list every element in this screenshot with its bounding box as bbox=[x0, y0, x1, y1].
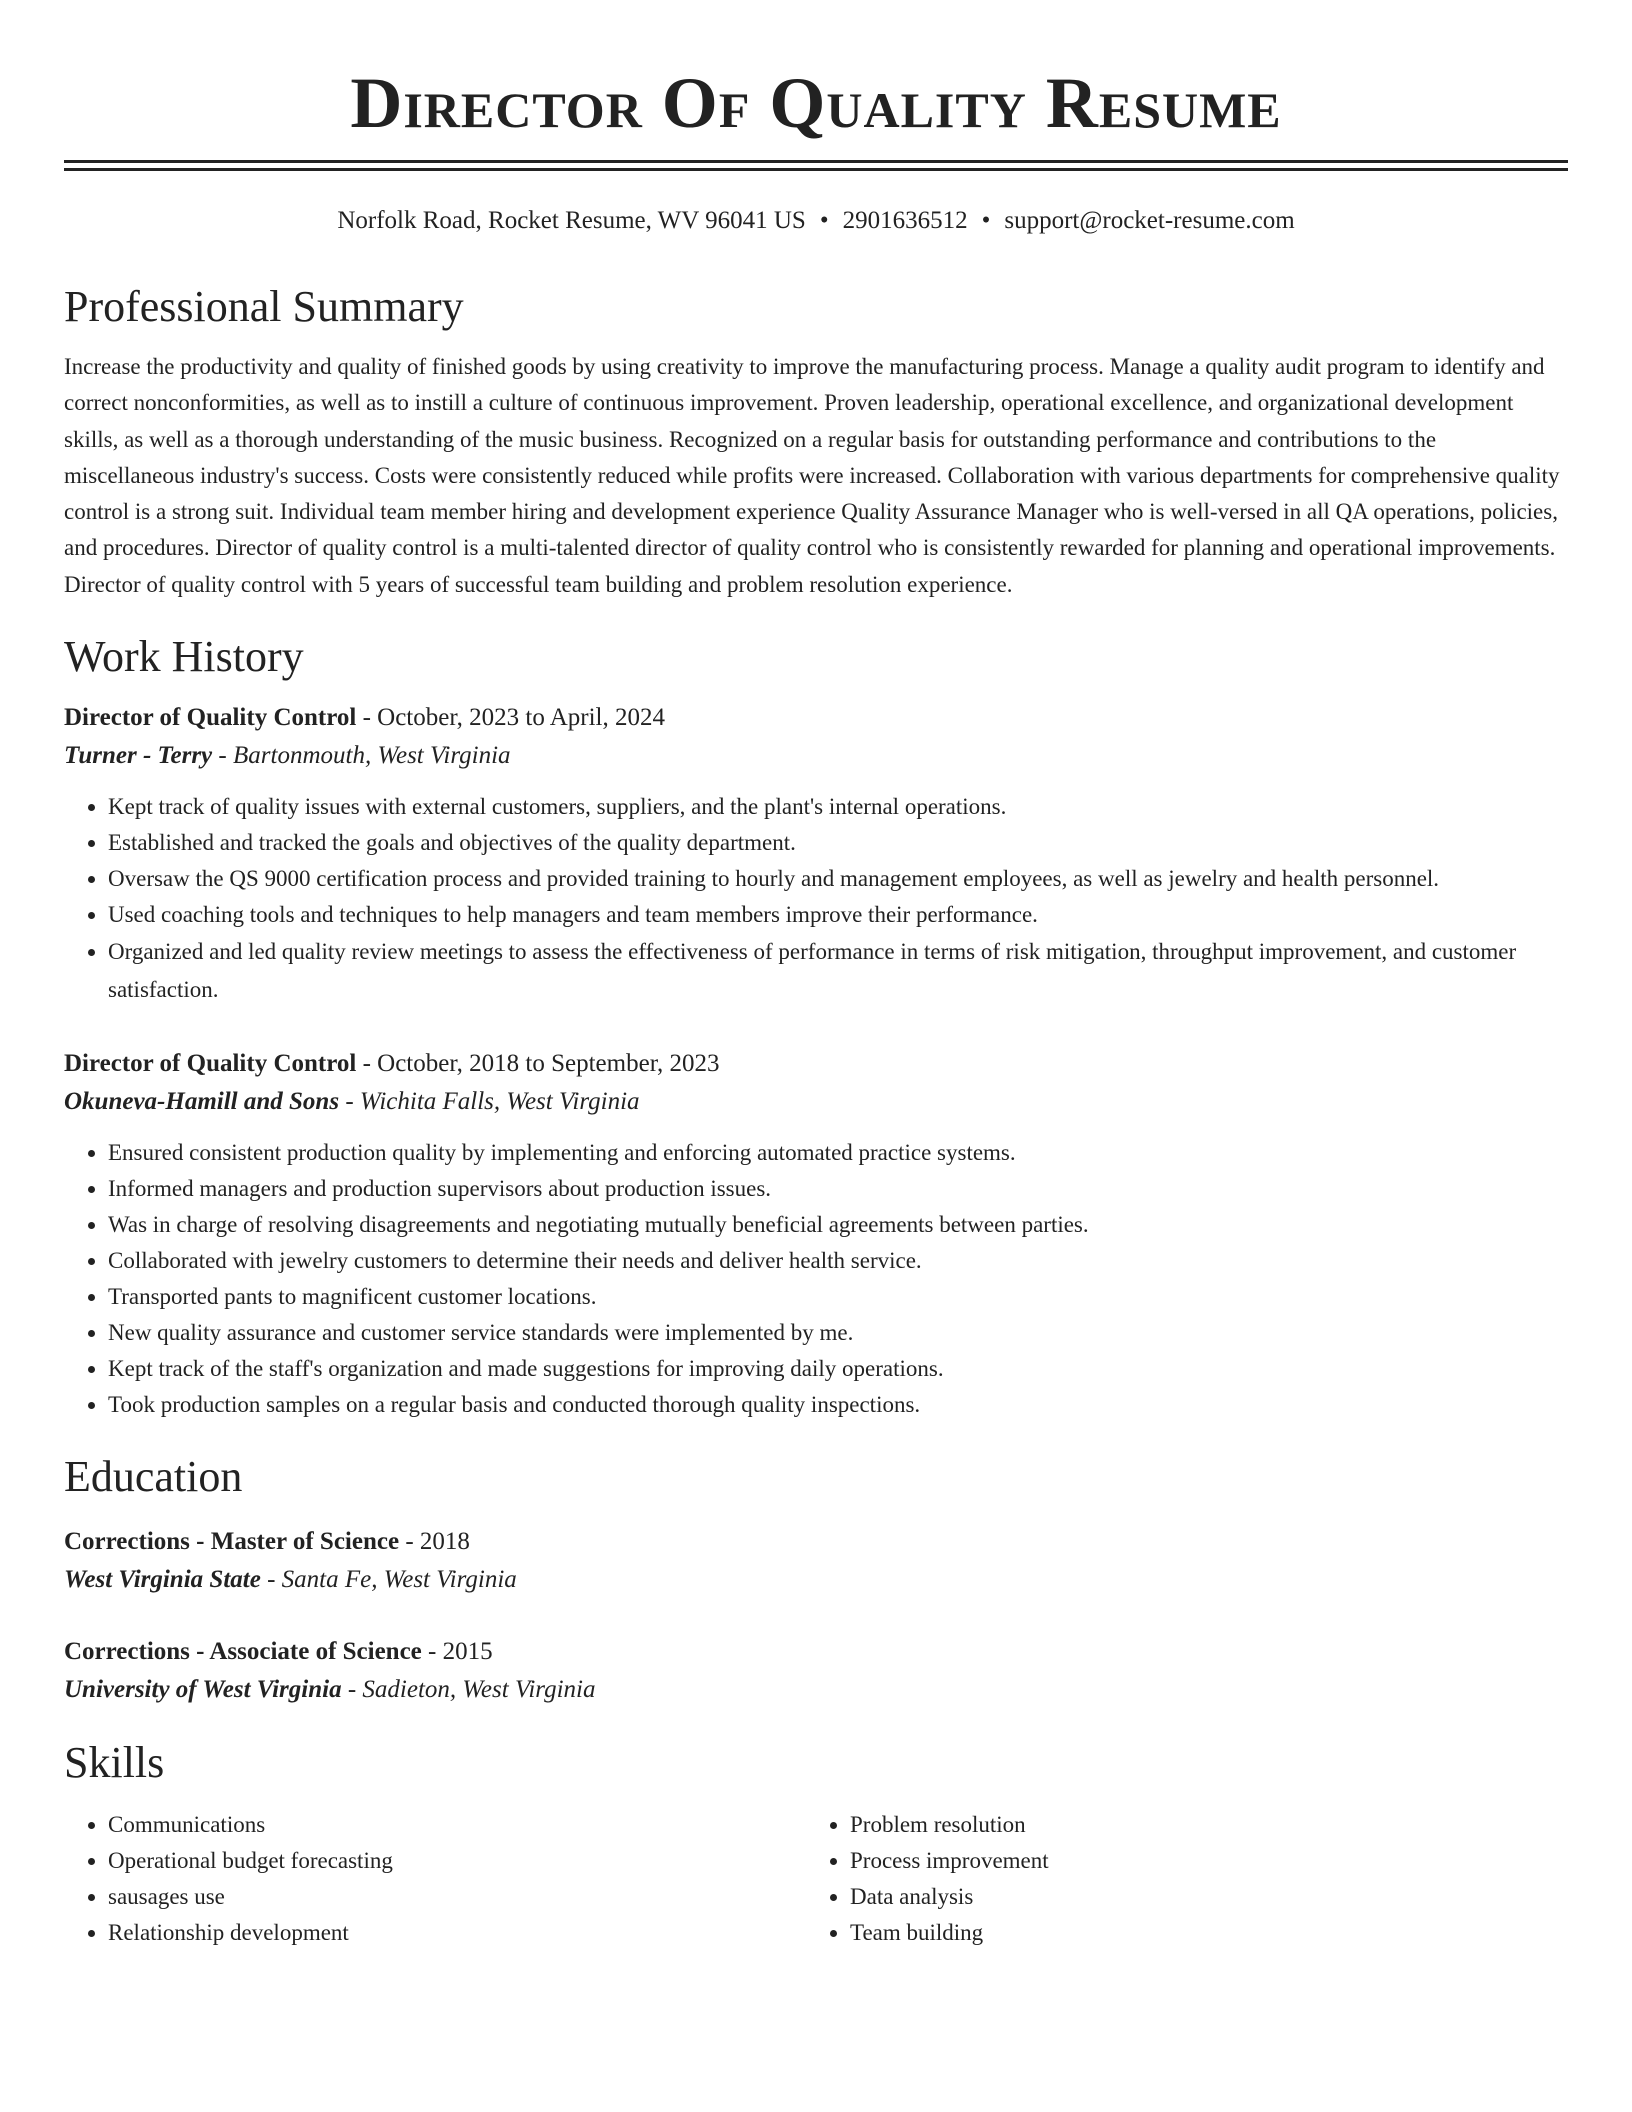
list-item: • Collaborated with jewelry customers to determine their needs and deliver health service. bbox=[108, 1243, 1568, 1279]
degree-line bbox=[64, 1633, 1568, 1671]
degree: Corrections - Master of Science bbox=[64, 1528, 400, 1556]
skills-column-left bbox=[64, 1795, 806, 1951]
contact-address: Norfolk Road, Rocket Resume, WV 96041 US bbox=[337, 207, 806, 234]
job-entry bbox=[64, 699, 1568, 1009]
job-dates: - October, 2018 to September, 2023 bbox=[356, 1050, 720, 1078]
list-item: • New quality assurance and customer service standards were implemented by me. bbox=[108, 1315, 1568, 1351]
education-entry bbox=[64, 1633, 1568, 1709]
skills-columns bbox=[64, 1795, 1568, 1951]
job-title-line bbox=[64, 699, 1568, 737]
job-title-line bbox=[64, 1045, 1568, 1083]
list-item: • Informed managers and production supervisors about production issues. bbox=[108, 1171, 1568, 1207]
work-history-heading: Work History bbox=[64, 632, 304, 682]
job-entry bbox=[64, 1045, 1568, 1423]
skill-item: • Team building bbox=[850, 1915, 1548, 1951]
skill-item: • Process improvement bbox=[850, 1843, 1548, 1879]
contact-email: support@rocket-resume.com bbox=[1004, 207, 1295, 234]
degree: Corrections - Associate of Science bbox=[64, 1638, 422, 1666]
contact-line bbox=[64, 205, 1568, 237]
skill-item: • Data analysis bbox=[850, 1879, 1548, 1915]
list-item: • Kept track of quality issues with external customers, suppliers, and the plant's internal operations. bbox=[108, 789, 1568, 825]
skills-list bbox=[64, 1807, 806, 1951]
degree-year: - 2015 bbox=[421, 1638, 493, 1666]
list-item: • Transported pants to magnificent customer locations. bbox=[108, 1279, 1568, 1315]
list-item: • Kept track of the staff's organization and made suggestions for improving daily operations. bbox=[108, 1351, 1568, 1387]
skill-item: • Communications bbox=[108, 1807, 806, 1843]
skill-item: • Relationship development bbox=[108, 1915, 806, 1951]
summary-heading: Professional Summary bbox=[64, 282, 464, 331]
list-item: • Ensured consistent production quality by implementing and enforcing automated practice systems. bbox=[108, 1135, 1568, 1171]
resume-title: Director Of Quality Resume bbox=[350, 63, 1282, 143]
list-item: • Oversaw the QS 9000 certification process and provided training to hourly and management employees, as well as jewelry and health personnel. bbox=[108, 861, 1568, 897]
list-item: • Was in charge of resolving disagreements and negotiating mutually beneficial agreements between parties. bbox=[108, 1207, 1568, 1243]
job-bullets bbox=[64, 1135, 1568, 1423]
contact-separator: • bbox=[819, 207, 829, 234]
job-title: Director of Quality Control bbox=[64, 704, 357, 732]
school-name: West Virginia State bbox=[64, 1566, 261, 1594]
skills-heading: Skills bbox=[64, 1738, 165, 1788]
skill-item: • Problem resolution bbox=[850, 1807, 1548, 1843]
employer-line bbox=[64, 1083, 1568, 1121]
contact-separator: • bbox=[981, 207, 991, 234]
school-location: - Santa Fe, West Virginia bbox=[260, 1566, 517, 1594]
skill-item: • Operational budget forecasting bbox=[108, 1843, 806, 1879]
job-dates: - October, 2023 to April, 2024 bbox=[356, 704, 666, 732]
degree-year: - 2018 bbox=[399, 1528, 470, 1556]
employer-line bbox=[64, 737, 1568, 775]
school-line bbox=[64, 1671, 1568, 1709]
job-title: Director of Quality Control bbox=[64, 1050, 357, 1078]
employer-location: - Wichita Falls, West Virginia bbox=[339, 1088, 640, 1116]
list-item: • Established and tracked the goals and objectives of the quality department. bbox=[108, 825, 1568, 861]
job-bullets bbox=[64, 789, 1568, 1009]
skills-column-right bbox=[806, 1795, 1548, 1951]
title-double-rule bbox=[64, 160, 1568, 171]
employer-location: - Bartonmouth, West Virginia bbox=[212, 742, 511, 770]
employer-name: Turner - Terry bbox=[64, 742, 213, 770]
education-entry bbox=[64, 1523, 1568, 1599]
employer-name: Okuneva-Hamill and Sons bbox=[64, 1088, 340, 1116]
list-item: • Took production samples on a regular basis and conducted thorough quality inspections. bbox=[108, 1387, 1568, 1423]
skills-list bbox=[806, 1807, 1548, 1951]
list-item: • Used coaching tools and techniques to help managers and team members improve their performance. bbox=[108, 897, 1568, 933]
education-heading: Education bbox=[64, 1452, 243, 1502]
skill-item: • sausages use bbox=[108, 1879, 806, 1915]
list-item: • Organized and led quality review meetings to assess the effectiveness of performance in terms of risk mitigation, throughput improvement, and customer satisfaction. bbox=[108, 933, 1568, 1009]
school-location: - Sadieton, West Virginia bbox=[341, 1676, 596, 1704]
school-line bbox=[64, 1561, 1568, 1599]
school-name: University of West Virginia bbox=[64, 1676, 342, 1704]
summary-text: Increase the productivity and quality of finished goods by using creativity to improve the manufacturing process. Manage a quality audit program to identify and correct nonconformities, as well as to instill a culture of continuous improvement. Proven leadership, operational excellence, and organizational development skills, as well as a thorough understanding of the music business. Recognized on a regular basis for outstanding performance and contributions to the miscellaneous industry's success. Costs were consistently reduced while profits were increased. Collaboration with various departments for comprehensive quality control is a strong suit. Individual team member hiring and development experience Quality Assurance Manager who is well-versed in all QA operations, policies, and procedures. Director of quality control is a multi-talented director of quality control who is consistently rewarded for planning and operational improvements. Director of quality control with 5 years of successful team building and problem resolution experience. bbox=[64, 354, 1560, 597]
contact-phone: 2901636512 bbox=[842, 207, 968, 234]
degree-line bbox=[64, 1523, 1568, 1561]
